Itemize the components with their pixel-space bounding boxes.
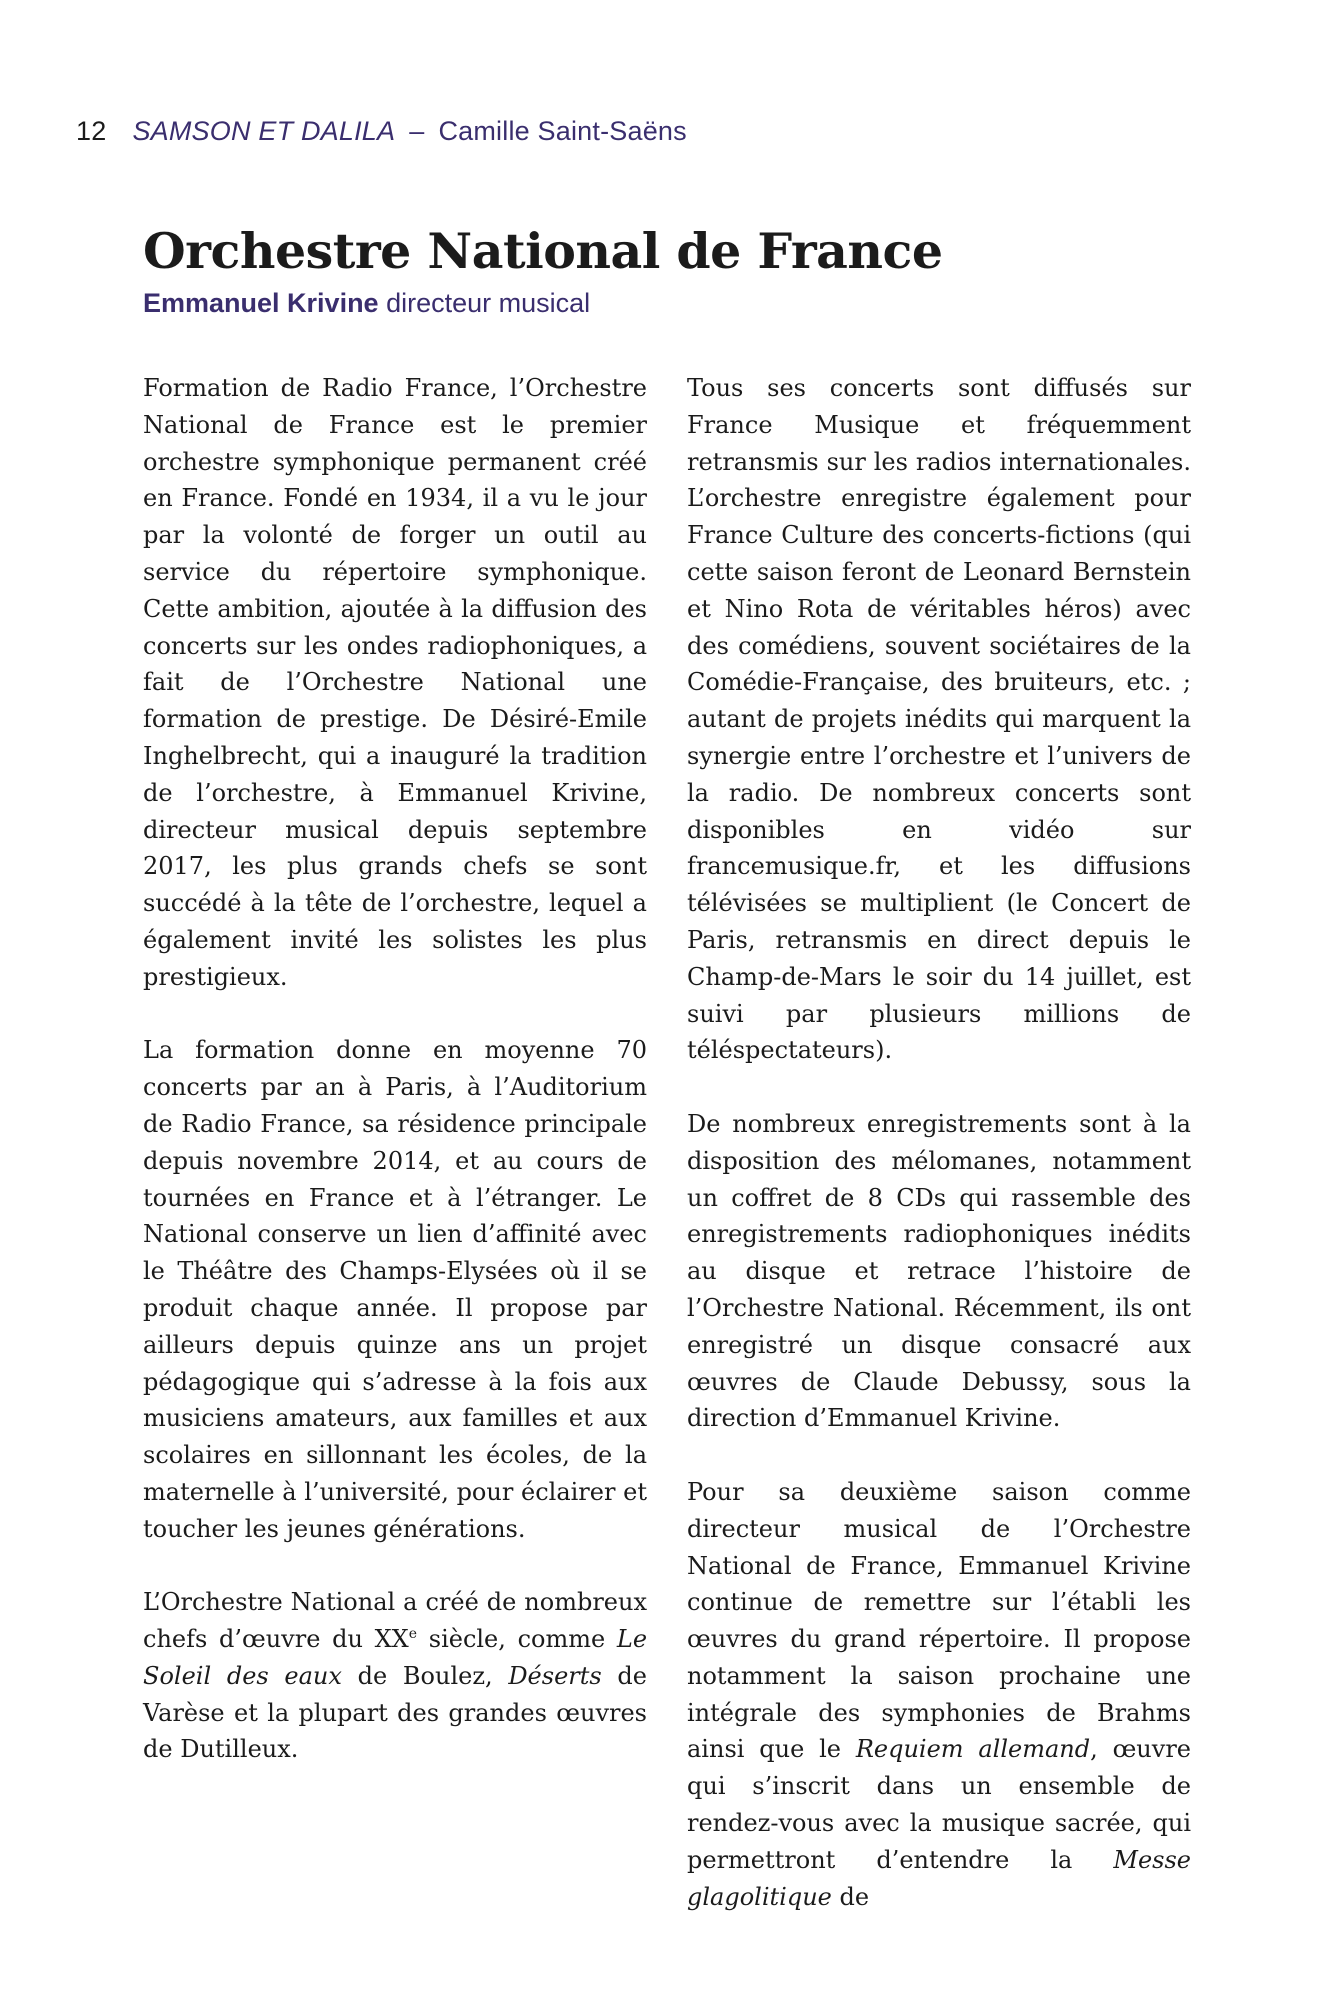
- left-paragraph-3: [143, 1584, 647, 1768]
- article-subtitle: [143, 288, 590, 319]
- music-director-name: Emmanuel Krivine: [143, 288, 379, 318]
- text-fragment: de Varèse et la plupart des grandes œuvres de Dutilleux.: [143, 1661, 647, 1764]
- text-fragment: de Boulez,: [341, 1661, 509, 1690]
- work-title-italic: Requiem allemand: [855, 1735, 1091, 1764]
- text-fragment: siècle, comme: [417, 1625, 617, 1654]
- left-column: [143, 370, 647, 1768]
- left-paragraph-1: Formation de Radio France, l’Orchestre National de France est le premier orchestre symphonique permanent créé en France. Fondé en 1934, il a vu le jour par la volonté de forger un outil au service du répertoire symphonique. Cette ambition, ajoutée à la diffusion des concerts sur les ondes radiophoniques, a fait de l’Orchestre National une formation de prestige. De Désiré-Emile Inghelbrecht, qui a inauguré la tradition de l’orchestre, à Emmanuel Krivine, directeur musical depuis septembre 2017, les plus grands chefs se sont succédé à la tête de l’orchestre, lequel a également invité les solistes les plus prestigieux.: [143, 374, 647, 991]
- article-title: Orchestre National de France: [143, 222, 943, 280]
- page-number: 12: [76, 116, 107, 146]
- text-fragment: , œuvre qui s’inscrit dans un ensemble de rendez-vous avec la musique sacrée, qui permettront d’entendre la: [687, 1735, 1191, 1874]
- work-title-italic: Déserts: [508, 1661, 602, 1690]
- text-fragment: L’Orchestre National a créé de nombreux chefs d’œuvre du XX: [143, 1588, 647, 1654]
- header-separator: –: [409, 116, 425, 146]
- running-header: [76, 116, 687, 147]
- music-director-role: directeur musical: [378, 288, 591, 318]
- right-column: [687, 370, 1191, 1915]
- text-fragment: Pour sa deuxième saison comme directeur musical de l’Orchestre National de France, Emmanuel Krivine continue de remettre sur l’établi les œuvres du grand répertoire. Il propose notamment la saison prochaine une intégrale des symphonies de Brahms ainsi que le: [687, 1477, 1191, 1764]
- work-title: SAMSON ET DALILA: [132, 116, 396, 146]
- work-title-italic: Messe glagolitique: [687, 1845, 1191, 1911]
- text-fragment: de: [831, 1882, 870, 1911]
- work-title-italic: Le Soleil des eaux: [143, 1625, 648, 1690]
- left-paragraph-2: La formation donne en moyenne 70 concerts par an à Paris, à l’Auditorium de Radio France, sa résidence principale depuis novembre 2014, et au cours de tournées en France et à l’étranger. Le National conserve un lien d’affinité avec le Théâtre des Champs-Elysées où il se produit chaque année. Il propose par ailleurs depuis quinze ans un projet pédagogique qui s’adresse à la fois aux musiciens amateurs, aux familles et aux scolaires en sillonnant les écoles, de la maternelle à l’université, pour éclairer et toucher les jeunes générations.: [143, 1036, 647, 1543]
- right-paragraph-1: Tous ses concerts sont diffusés sur France Musique et fréquemment retransmis sur les radios internationales. L’orchestre enregistre également pour France Culture des concerts-fictions (qui cette saison feront de Leonard Bernstein et Nino Rota de véritables héros) avec des comédiens, souvent sociétaires de la Comédie-Française, des bruiteurs, etc. ; autant de projets inédits qui marquent la synergie entre l’orchestre et l’univers de la radio. De nombreux concerts sont disponibles en vidéo sur francemusique.fr, et les diffusions télévisées se multiplient (le Concert de Paris, retransmis en direct depuis le Champ-de-Mars le soir du 14 juillet, est suivi par plusieurs millions de téléspectateurs).: [687, 374, 1191, 1065]
- composer-name: Camille Saint-Saëns: [438, 116, 687, 146]
- superscript: e: [408, 1626, 418, 1643]
- right-paragraph-2: De nombreux enregistrements sont à la disposition des mélomanes, notamment un coffret de 8 CDs qui rassemble des enregistrements radiophoniques inédits au disque et retrace l’histoire de l’Orchestre National. Récemment, ils ont enregistré un disque consacré aux œuvres de Claude Debussy, sous la direction d’Emmanuel Krivine.: [687, 1109, 1191, 1433]
- right-paragraph-3: [687, 1474, 1191, 1916]
